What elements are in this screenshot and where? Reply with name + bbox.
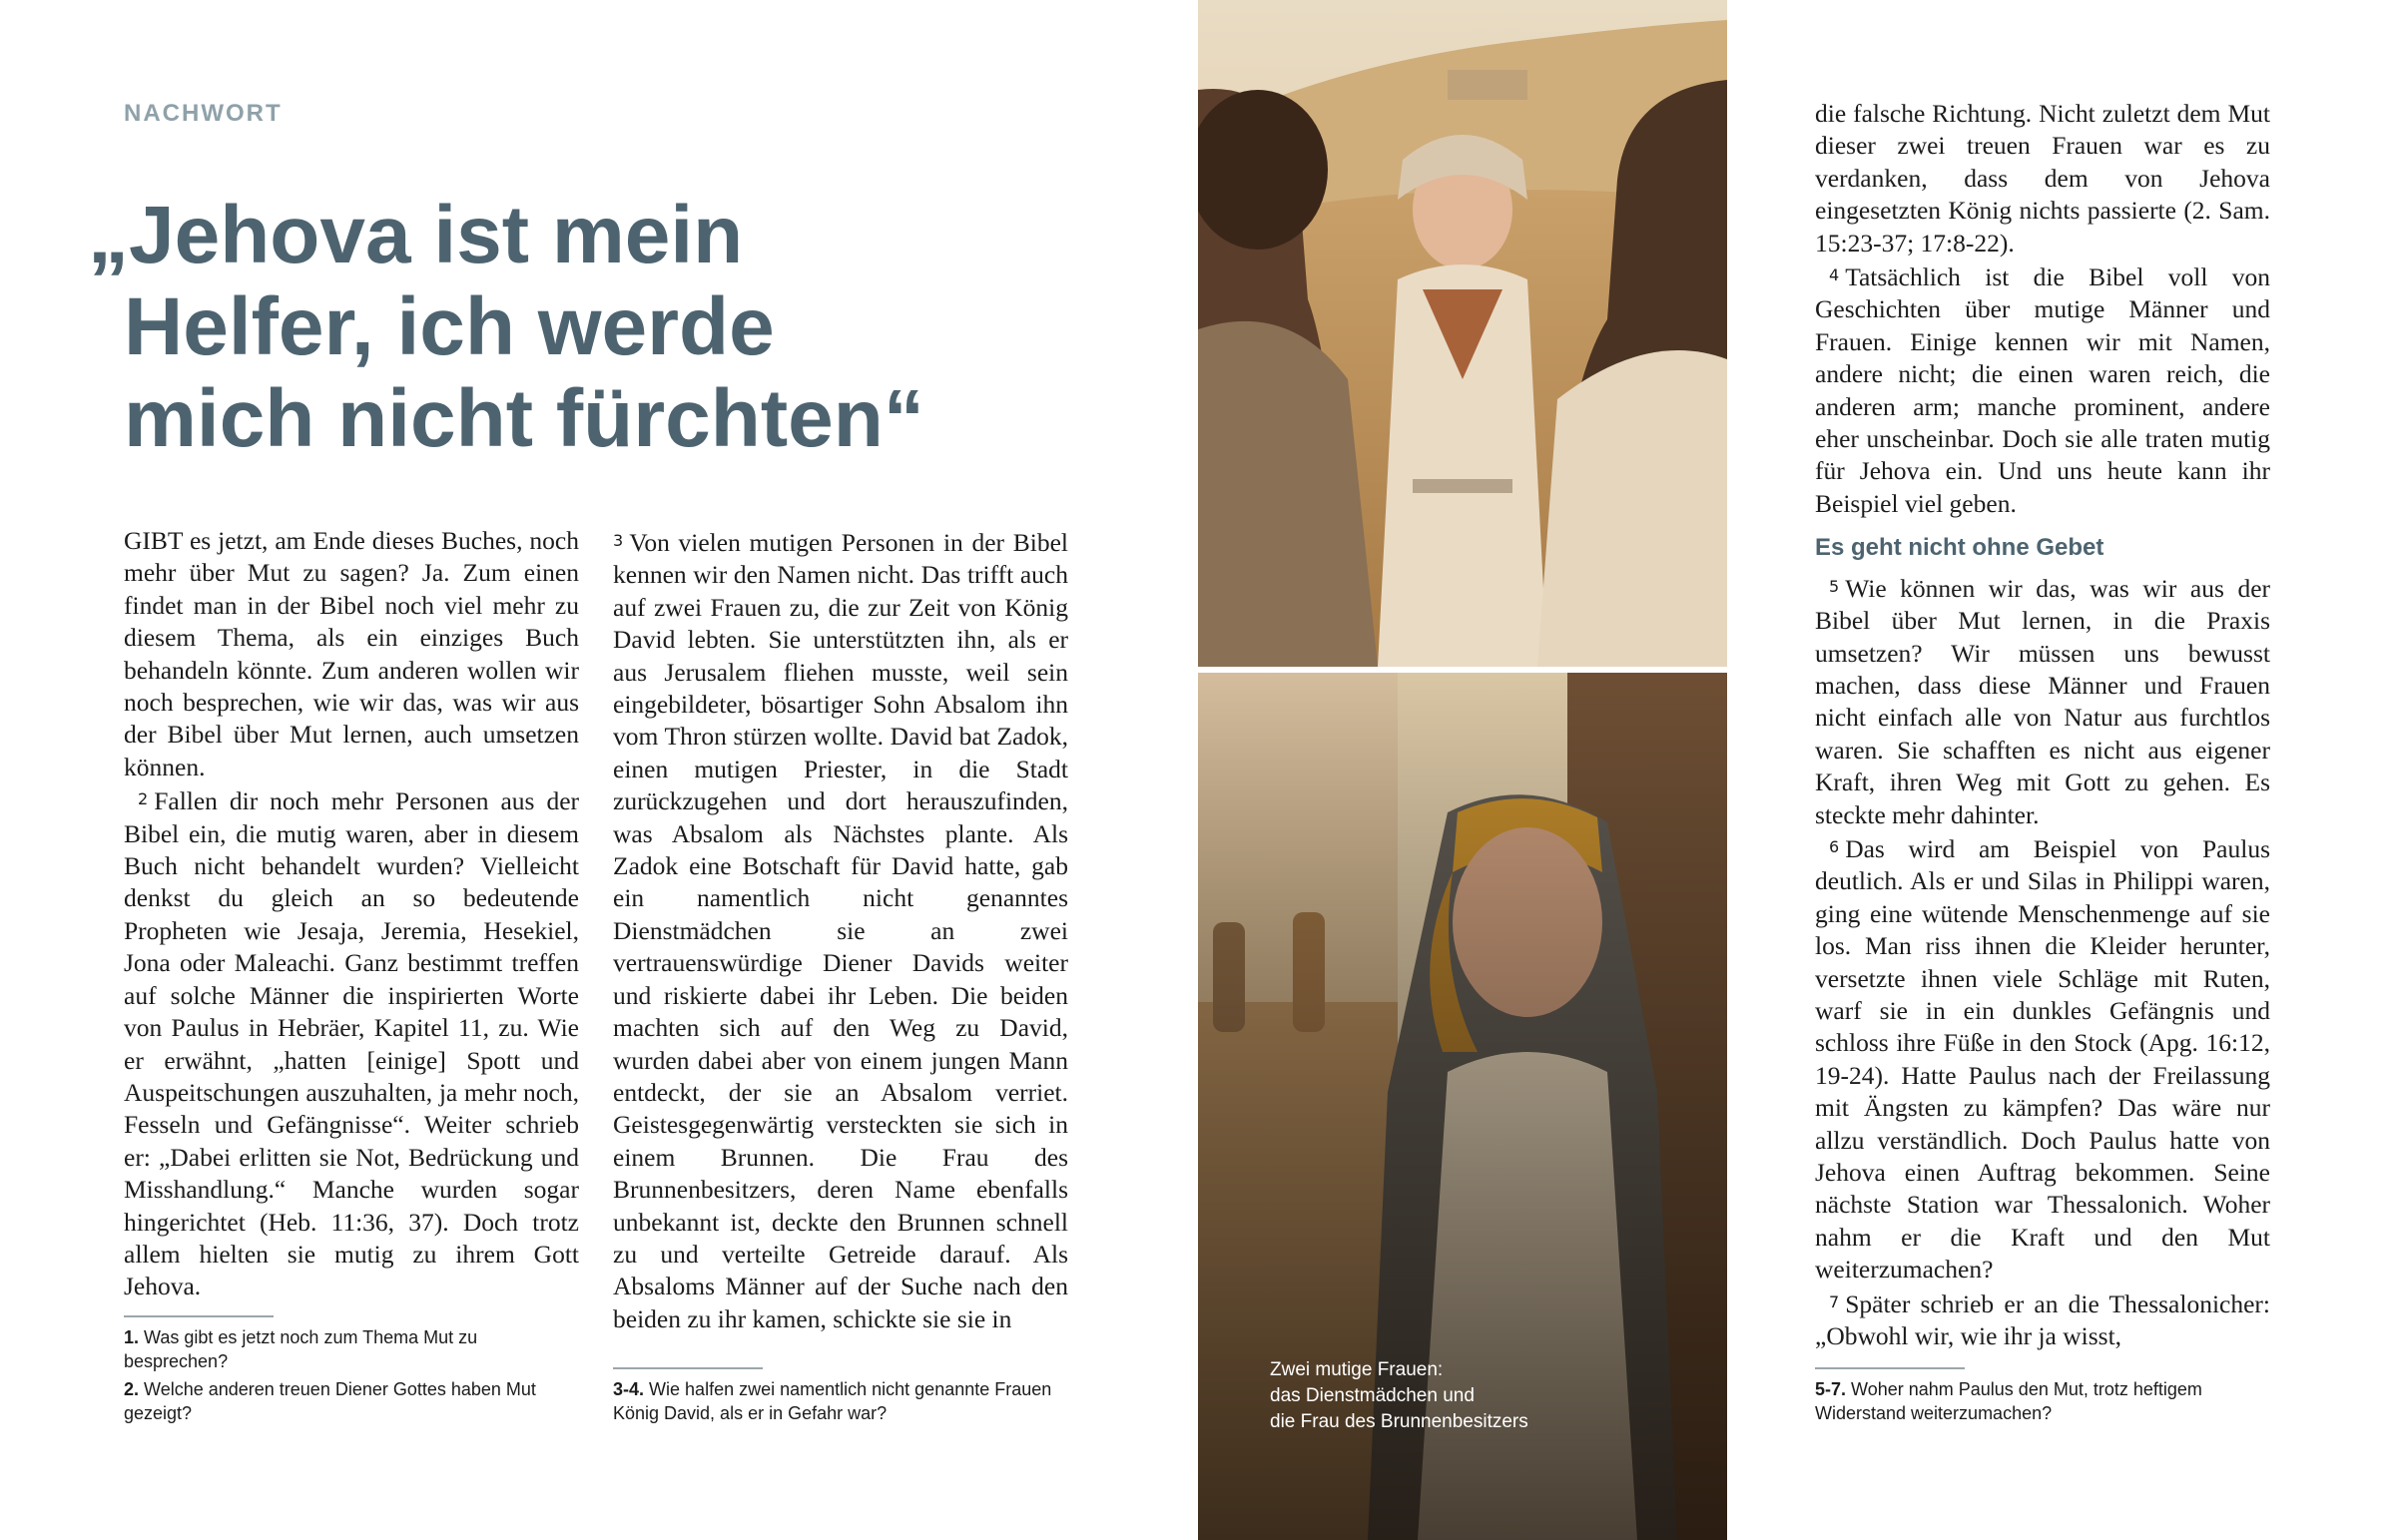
question-divider (124, 1315, 274, 1317)
caption-line: das Dienstmädchen und (1270, 1385, 1475, 1406)
question-text: Welche anderen treuen Diener Gottes haben Mut gezeigt? (124, 1379, 536, 1423)
paragraph-1: GIBT es jetzt, am Ende dieses Buches, noch mehr über Mut zu sagen? Ja. Zum einen findet man in der Bibel noch viel mehr zu diesem Thema, als ein einziges Buch behandeln könnte. Zum anderen wollen wir noch besprechen, wie wir das, was wir aus der Bibel über Mut lernen, auch umsetzen können. (124, 526, 579, 781)
illustration-servant-girl (1198, 0, 1727, 667)
paragraph-7 (1815, 1286, 2270, 1353)
image-caption (1270, 1357, 1589, 1435)
paragraph-number: 4 (1829, 265, 1840, 285)
question-text: Was gibt es jetzt noch zum Thema Mut zu besprechen? (124, 1327, 478, 1371)
paragraph-text: Von vielen mutigen Personen in der Bibel kennen wir den Namen nicht. Das trifft auch auf zwei Frauen zu, die zur Zeit von König David lebten. Sie unterstützten ihn, als er aus Jerusalem fliehen musste, weil sein eingebildeter, bösartiger Sohn Absalom ihn vom Thron stürzen wollte. David bat Zadok, einen mutigen Priester, in die Stadt zurückzugehen und dort herauszufinden, was Absalom als Nächstes plante. Als Zadok eine Botschaft für David hatte, gab ein namentlich nicht genanntes Dienstmädchen sie an zwei vertrauenswürdige Diener Davids weiter und riskierte dabei ihr Leben. Die beiden machten sich auf den Weg zu David, wurden dabei aber von einem jungen Mann entdeckt, der sie an Absalom verriet. Geistesgegenwärtig versteckten sie sich in einem Brunnen. Die Frau des Brunnenbesitzers, deren Name ebenfalls unbekannt ist, deckte den Brunnen schnell zu und verteilte Getreide darauf. Als Absaloms Männer auf der Suche nach den beiden zu ihr kamen, schickte sie sie in (613, 528, 1068, 1333)
paragraph-number: 3 (613, 531, 624, 550)
study-questions-3-4 (613, 1377, 1072, 1425)
paragraph-number: 2 (138, 789, 149, 809)
caption-line: Zwei mutige Frauen: (1270, 1359, 1444, 1380)
paragraph-text: Später schrieb er an die Thessalonicher: „Obwohl wir, wie ihr ja wisst, (1815, 1288, 2270, 1351)
question-text: Wie halfen zwei namentlich nicht genannte Frauen König David, als er in Gefahr war? (613, 1379, 1052, 1423)
paragraph-text: Fallen dir noch mehr Personen aus der Bibel ein, die mutig waren, aber in diesem Buch nicht behandelt wurden? Vielleicht denkst du gleich an so bedeutende Propheten wie Jesaja, Jeremia, Hesekiel, Jona oder Maleachi. Ganz bestimmt treffen auf solche Männer die inspirierten Worte von Paulus in Hebräer, Kapitel 11, zu. Wie er erwähnt, „hatten [einige] Spott und Auspeitschungen auszuhalten, ja mehr noch, Fesseln und Gefängnisse“. Weiter schrieb er: „Dabei erlitten sie Not, Bedrückung und Misshandlung.“ Manche wurden sogar hingerichtet (Heb. 11:36, 37). Doch trotz allem hielten sie mutig zu ihrem Gott Jehova. (124, 786, 579, 1301)
section-label: NACHWORT (124, 100, 283, 127)
paragraph-3-continued: die falsche Richtung. Nicht zuletzt dem Mut dieser zwei treuen Frauen war es zu verdanken, dass dem von Jehova eingesetzten König nichts passierte (2. Sam. 15:23-37; 17:8-22). (1815, 99, 2270, 257)
question-number: 2. (124, 1379, 140, 1399)
paragraph-text: Tatsächlich ist die Bibel voll von Geschichten über mutige Männer und Frauen. Einige kennen wir mit Namen, andere nicht; die einen waren reich, die anderen arm; manche prominent, andere eher unscheinbar. Doch sie alle traten mutig für Jehova ein. Und uns heute kann ihr Beispiel viel geben. (1815, 262, 2270, 518)
paragraph-2 (124, 783, 579, 1303)
paragraph-number: 7 (1829, 1291, 1840, 1311)
study-questions-1-2 (124, 1325, 583, 1425)
study-questions-5-7 (1815, 1377, 2274, 1425)
paragraph-3 (613, 525, 1068, 1335)
question-number: 1. (124, 1327, 140, 1347)
title-line-3: mich nicht fürchten“ (124, 373, 924, 464)
subheading: Es geht nicht ohne Gebet (1815, 534, 2104, 562)
title-line-2: Helfer, ich werde (124, 281, 775, 372)
text-column-1 (124, 525, 579, 1303)
question-1 (124, 1325, 583, 1373)
paragraph-number: 5 (1829, 576, 1840, 596)
caption-line: die Frau des Brunnenbesitzers (1270, 1411, 1528, 1432)
paragraph-text: Wie können wir das, was wir aus der Bibel über Mut lernen, in die Praxis umsetzen? Wir müssen uns bewusst machen, dass diese Männer und Frauen nicht einfach alle von Natur aus furchtlos waren. Sie schafften es nicht aus eigener Kraft, ihren Weg mit Gott zu gehen. Es steckte mehr dahinter. (1815, 573, 2270, 829)
page-title (88, 190, 1086, 465)
illustration-top-art (1198, 0, 1727, 667)
question-divider (1815, 1367, 1965, 1369)
paragraph-number: 6 (1829, 836, 1840, 856)
paragraph-text: Das wird am Beispiel von Paulus deutlich. Als er und Silas in Philippi waren, ging eine wütende Menschenmenge auf sie los. Man riss ihnen die Kleider herunter, versetzte ihnen viele Schläge mit Ruten, warf sie in ein dunkles Gefängnis und schloss ihre Füße in den Stock (Apg. 16:12, 19-24). Hatte Paulus nach der Freilassung mit Ängsten zu kämpfen? Das wäre nur allzu verständlich. Doch Paulus hatte von Jehova einen Auftrag bekommen. Seine nächste Station war Thessalonich. Woher nahm er die Kraft und den Mut weiterzumachen? (1815, 833, 2270, 1284)
text-column-2 (613, 525, 1068, 1335)
paragraph-6 (1815, 831, 2270, 1286)
question-2 (124, 1377, 583, 1425)
question-number: 3-4. (613, 1379, 645, 1399)
question-divider (613, 1367, 763, 1369)
title-line-1: „Jehova ist mein (88, 190, 744, 280)
text-column-3 (1815, 98, 2270, 1352)
paragraph-5 (1815, 571, 2270, 831)
question-text: Woher nahm Paulus den Mut, trotz heftigem Widerstand weiterzumachen? (1815, 1379, 2202, 1423)
paragraph-4 (1815, 259, 2270, 520)
question-number: 5-7. (1815, 1379, 1847, 1399)
